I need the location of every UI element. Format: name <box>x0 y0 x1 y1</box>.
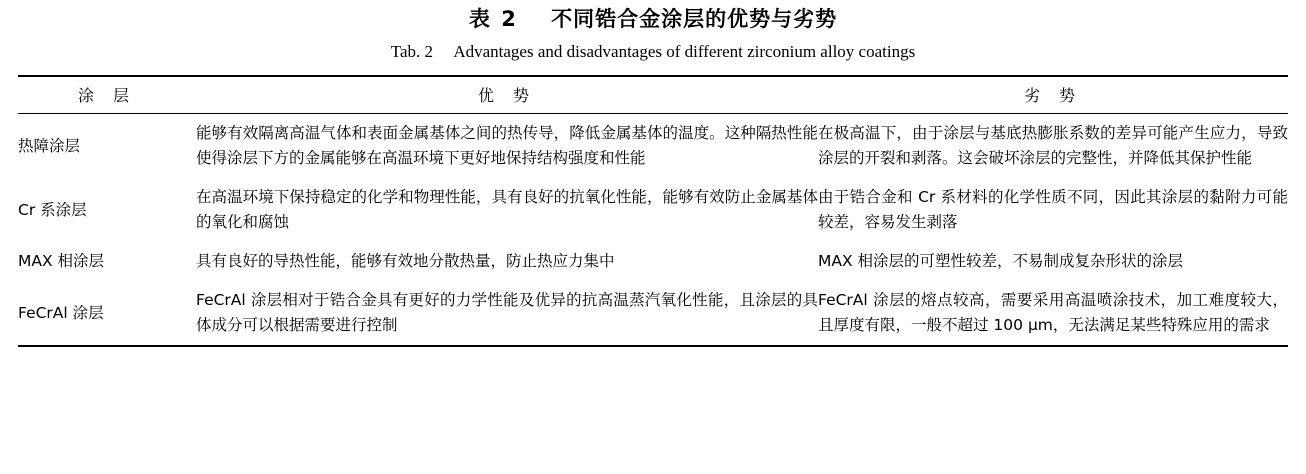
cell-coating-name: MAX 相涂层 <box>18 252 105 270</box>
table-page <box>0 6 1306 474</box>
cell-coating-name: Cr 系涂层 <box>18 200 87 219</box>
table-title-cn-label: 表 2 <box>468 7 518 31</box>
column-header-coating: 涂 层 <box>77 86 137 105</box>
table-title-cn <box>18 6 1288 32</box>
table-row <box>18 114 1288 179</box>
cell-disadvantage: 在极高温下，由于涂层与基底热膨胀系数的差异可能产生应力，导致涂层的开裂和剥落。这会破坏涂层的完整性，并降低其保护性能 <box>818 124 1288 167</box>
table-row <box>18 281 1288 346</box>
cell-coating-name: 热障涂层 <box>18 136 81 155</box>
table-header <box>18 76 1288 114</box>
table-row <box>18 178 1288 242</box>
cell-advantage: 具有良好的导热性能，能够有效地分散热量，防止热应力集中 <box>196 252 615 270</box>
cell-advantage: FeCrAl 涂层相对于锆合金具有更好的力学性能及优异的抗高温蒸汽氧化性能，且涂层的具体成分可以根据需要进行控制 <box>196 291 818 334</box>
coatings-table <box>18 75 1288 347</box>
cell-disadvantage: 由于锆合金和 Cr 系材料的化学性质不同，因此其涂层的黏附力可能较差，容易发生剥落 <box>818 188 1288 231</box>
cell-coating-name: FeCrAl 涂层 <box>18 303 104 322</box>
table-title-en <box>18 41 1288 63</box>
cell-advantage: 能够有效隔离高温气体和表面金属基体之间的热传导，降低金属基体的温度。这种隔热性能使得涂层下方的金属能够在高温环境下更好地保持结构强度和性能 <box>196 124 818 167</box>
table-title-en-text: Advantages and disadvantages of different zirconium alloy coatings <box>453 42 916 61</box>
cell-disadvantage: FeCrAl 涂层的熔点较高，需要采用高温喷涂技术，加工难度较大，且厚度有限，一般不超过 100 μm，无法满足某些特殊应用的需求 <box>818 291 1288 334</box>
table-header-row <box>18 76 1288 114</box>
column-header-advantage: 优 势 <box>477 86 537 105</box>
table-title-en-label: Tab. 2 <box>390 42 434 61</box>
table-row <box>18 242 1288 281</box>
cell-advantage: 在高温环境下保持稳定的化学和物理性能，具有良好的抗氧化性能，能够有效防止金属基体的氧化和腐蚀 <box>196 188 818 231</box>
cell-disadvantage: MAX 相涂层的可塑性较差，不易制成复杂形状的涂层 <box>818 252 1184 270</box>
column-header-disadvantage: 劣 势 <box>1023 86 1083 105</box>
table-body <box>18 114 1288 347</box>
table-title-cn-text: 不同锆合金涂层的优势与劣势 <box>551 7 838 31</box>
